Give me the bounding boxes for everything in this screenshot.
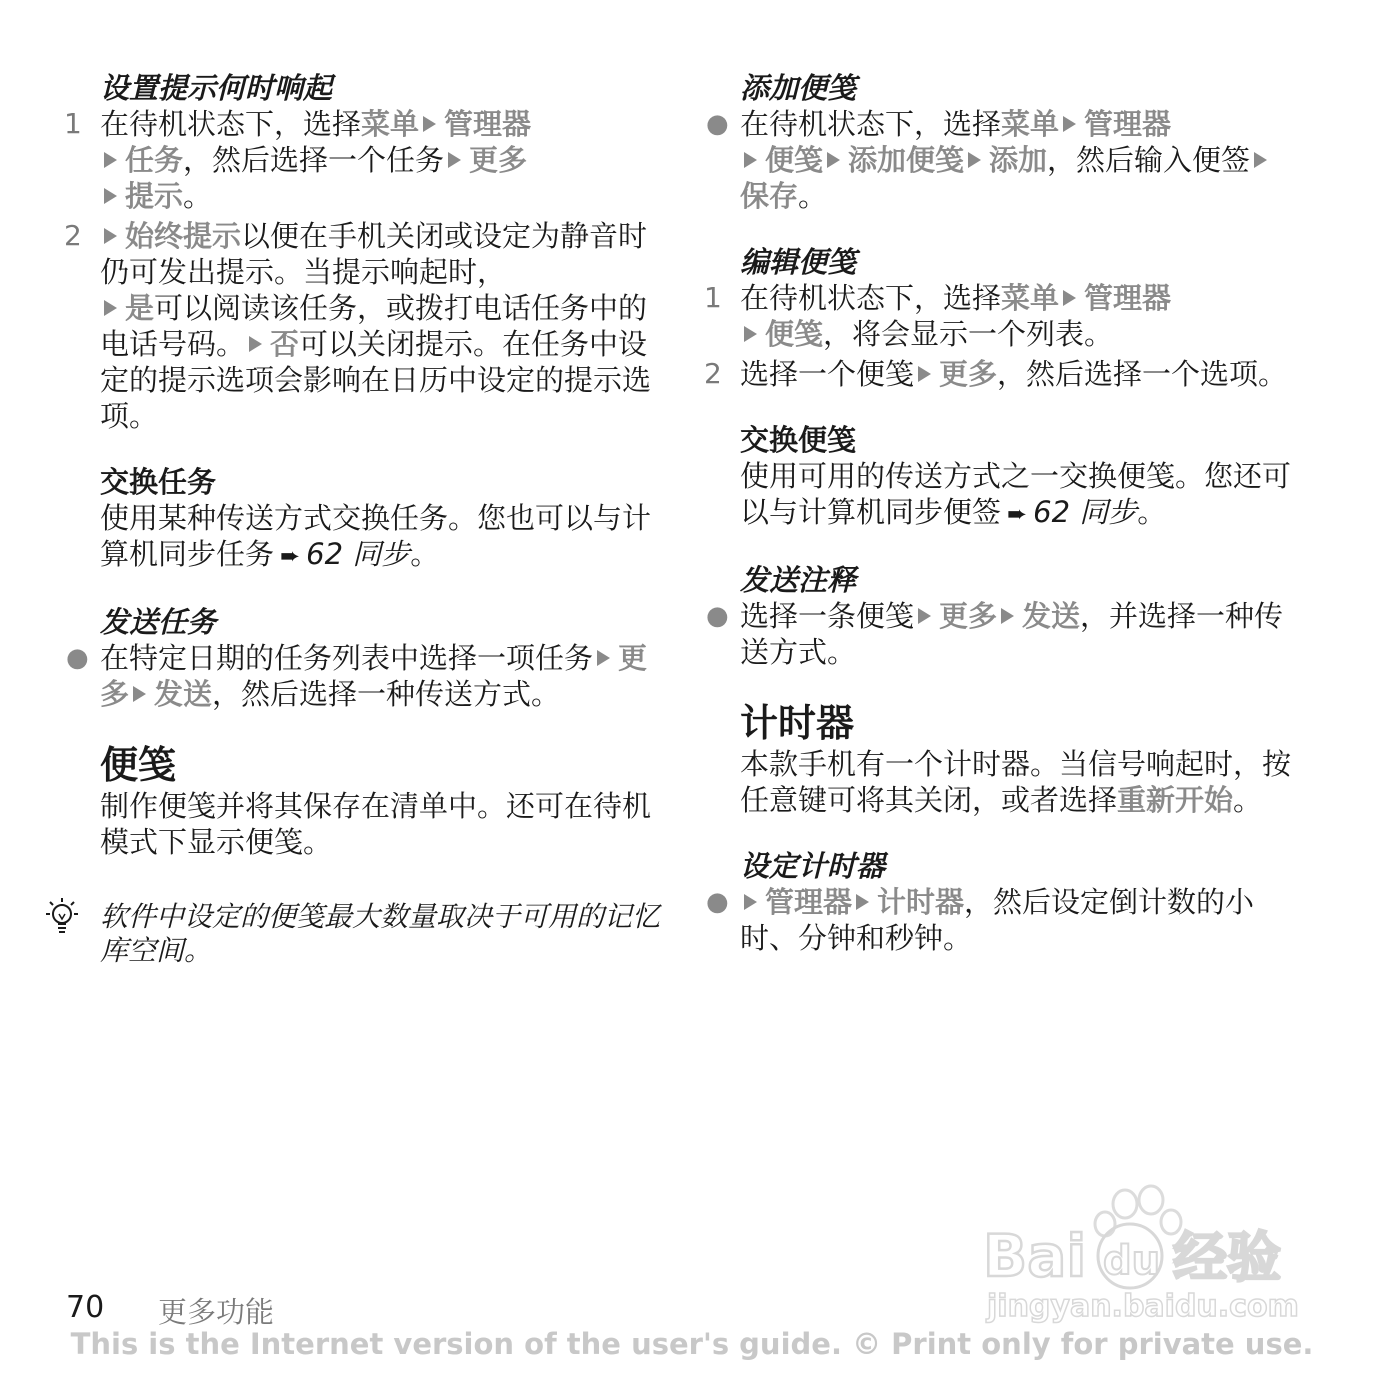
bullet-text: ，然后设定倒计数的小时、分钟和秒钟。 (740, 885, 1255, 955)
step-text: ，然后选择一个任务 (183, 143, 445, 177)
reference-arrow-icon: ➨ (1007, 500, 1028, 528)
set-timer-section (706, 848, 1300, 956)
exchange-tasks-heading: 交换任务 (100, 465, 217, 499)
step-text: 在待机状态下，选择 (100, 107, 362, 141)
step-text: 可以关闭提示。在任务中设定的提示选项会影响在日历中设定的提示选项。 (100, 327, 652, 433)
arrow-right-icon (104, 152, 117, 168)
arrow-right-icon (744, 894, 757, 910)
xref-page[interactable]: 62 (1033, 495, 1071, 529)
add-note-heading: 添加便笺 (740, 71, 857, 105)
set-reminder-section (64, 70, 660, 434)
bullet-text: 在特定日期的任务列表中选择一项任务 (100, 641, 594, 675)
step-text: ，然后选择一个选项。 (997, 357, 1288, 391)
arrow-right-icon (1001, 608, 1014, 624)
arrow-right-icon (856, 894, 869, 910)
arrow-right-icon (968, 152, 981, 168)
send-note-bullet (706, 598, 1300, 670)
ui-term-send: 发送 (1022, 599, 1081, 633)
footer-disclaimer: This is the Internet version of the user's guide. © Print only for private use. (70, 1327, 1314, 1361)
exchange-notes-text (740, 458, 1300, 532)
step-text: 可以阅读该任务，或拨打电话任务中的电话号码。 (100, 291, 648, 361)
edit-note-section (704, 244, 1300, 392)
body-text: 使用某种传送方式交换任务。您也可以与计算机同步任务 (100, 501, 652, 571)
bullet-icon: ● (706, 601, 729, 631)
exchange-notes-heading: 交换便笺 (740, 423, 857, 457)
step-text: 选择一个便笺 (740, 357, 915, 391)
arrow-right-icon (104, 300, 117, 316)
right-column (704, 70, 1300, 956)
ui-term-more: 更多 (939, 599, 998, 633)
send-task-section (66, 604, 660, 712)
bullet-text: ，并选择一种传送方式。 (740, 599, 1284, 669)
set-reminder-heading: 设置提示何时响起 (100, 71, 333, 105)
xref-title[interactable]: 同步 (352, 537, 411, 571)
ui-term-more: 更多 (469, 143, 528, 177)
ui-term-tasks: 任务 (125, 143, 184, 177)
arrow-right-icon (744, 326, 757, 342)
set-timer-heading: 设定计时器 (740, 849, 886, 883)
page-number: 70 (66, 1290, 105, 1325)
arrow-right-icon (104, 188, 117, 204)
bullet-text: ，然后输入便签 (1047, 143, 1251, 177)
exchange-tasks-text (100, 500, 660, 574)
set-reminder-step-1 (64, 106, 660, 214)
ui-term-no: 否 (270, 327, 300, 361)
arrow-right-icon (744, 152, 757, 168)
ui-term-notes: 便笺 (765, 143, 824, 177)
send-task-bullet (66, 640, 660, 712)
svg-text:du: du (1103, 1238, 1161, 1284)
notes-section (100, 742, 660, 860)
bullet-icon: ● (706, 109, 729, 139)
send-note-heading: 发送注释 (740, 563, 857, 597)
arrow-right-icon (918, 366, 931, 382)
step-number: 2 (704, 357, 722, 390)
ui-term-save: 保存 (740, 179, 799, 213)
bullet-text: 。 (798, 179, 828, 213)
baidu-jingyan-watermark-logo (975, 1180, 1305, 1325)
step-text: 以便在手机关闭或设定为静音时仍可发出提示。当提示响起时， (100, 219, 648, 289)
set-reminder-step-2 (64, 218, 660, 434)
step-number: 2 (64, 219, 82, 252)
arrow-right-icon (1063, 290, 1076, 306)
exchange-tasks-section (100, 464, 660, 574)
ui-term-add: 添加 (989, 143, 1048, 177)
tip-block (100, 900, 660, 968)
arrow-right-icon (448, 152, 461, 168)
bullet-text: 选择一条便笺 (740, 599, 915, 633)
edit-note-heading: 编辑便笺 (740, 245, 857, 279)
ui-term-more: 更多 (939, 357, 998, 391)
step-number: 1 (704, 281, 722, 314)
arrow-right-icon (597, 650, 610, 666)
ui-term-organizer: 管理器 (1084, 107, 1172, 141)
section-name: 更多功能 (158, 1295, 275, 1329)
arrow-right-icon (1063, 116, 1076, 132)
edit-note-step-2 (704, 356, 1300, 392)
ui-term-timer: 计时器 (877, 885, 965, 919)
step-text: ，将会显示一个列表。 (823, 317, 1114, 351)
body-text: 。 (1233, 783, 1263, 817)
ui-term-menu: 菜单 (1001, 281, 1060, 315)
add-note-bullet (706, 106, 1300, 214)
xref-title[interactable]: 同步 (1079, 495, 1138, 529)
svg-text:经验: 经验 (1173, 1226, 1281, 1289)
notes-heading: 便笺 (100, 743, 177, 787)
step-text: 。 (183, 179, 213, 213)
notes-text: 制作便笺并将其保存在清单中。还可在待机模式下显示便笺。 (100, 789, 652, 859)
ui-term-always: 始终提示 (125, 219, 242, 253)
ui-term-notes: 便笺 (765, 317, 824, 351)
xref-page[interactable]: 62 (306, 537, 344, 571)
bullet-text: 在待机状态下，选择 (740, 107, 1002, 141)
body-text: 本款手机有一个计时器。当信号响起时，按任意键可将其关闭，或者选择 (740, 747, 1292, 817)
reference-arrow-icon: ➨ (280, 542, 301, 570)
lightbulb-icon (40, 896, 84, 940)
svg-text:jingyan.baidu.com: jingyan.baidu.com (987, 1289, 1299, 1324)
body-text: 使用可用的传送方式之一交换便笺。您还可以与计算机同步便签 (740, 459, 1292, 529)
step-number: 1 (64, 107, 82, 140)
ui-term-organizer: 管理器 (444, 107, 532, 141)
add-note-section (706, 70, 1300, 214)
arrow-right-icon (918, 608, 931, 624)
ui-term-menu: 菜单 (361, 107, 420, 141)
timer-section (740, 700, 1300, 818)
step-text: 在待机状态下，选择 (740, 281, 1002, 315)
ui-term-yes: 是 (125, 291, 155, 325)
timer-text (740, 746, 1300, 818)
ui-term-reminders: 提示 (125, 179, 184, 213)
bullet-icon: ● (66, 643, 89, 673)
arrow-right-icon (104, 228, 117, 244)
body-text: 。 (1137, 495, 1167, 529)
ui-term-restart: 重新开始 (1117, 783, 1234, 817)
ui-term-menu: 菜单 (1001, 107, 1060, 141)
arrow-right-icon (1254, 152, 1267, 168)
exchange-notes-section (740, 422, 1300, 532)
ui-term-organizer: 管理器 (765, 885, 853, 919)
left-column (64, 70, 661, 968)
arrow-right-icon (133, 686, 146, 702)
svg-text:Bai: Bai (983, 1222, 1087, 1290)
body-text: 。 (410, 537, 440, 571)
bullet-text: ，然后选择一种传送方式。 (212, 677, 561, 711)
arrow-right-icon (249, 336, 262, 352)
send-note-section (706, 562, 1300, 670)
tip-text: 软件中设定的便笺最大数量取决于可用的记忆库空间。 (100, 900, 661, 967)
timer-heading: 计时器 (740, 701, 855, 745)
edit-note-step-1 (704, 280, 1300, 352)
send-task-heading: 发送任务 (100, 605, 217, 639)
ui-term-add-note: 添加便笺 (848, 143, 965, 177)
arrow-right-icon (423, 116, 436, 132)
ui-term-more: 更多 (100, 641, 648, 711)
arrow-right-icon (827, 152, 840, 168)
set-timer-bullet (706, 884, 1300, 956)
ui-term-send: 发送 (154, 677, 213, 711)
ui-term-organizer: 管理器 (1084, 281, 1172, 315)
bullet-icon: ● (706, 887, 729, 917)
